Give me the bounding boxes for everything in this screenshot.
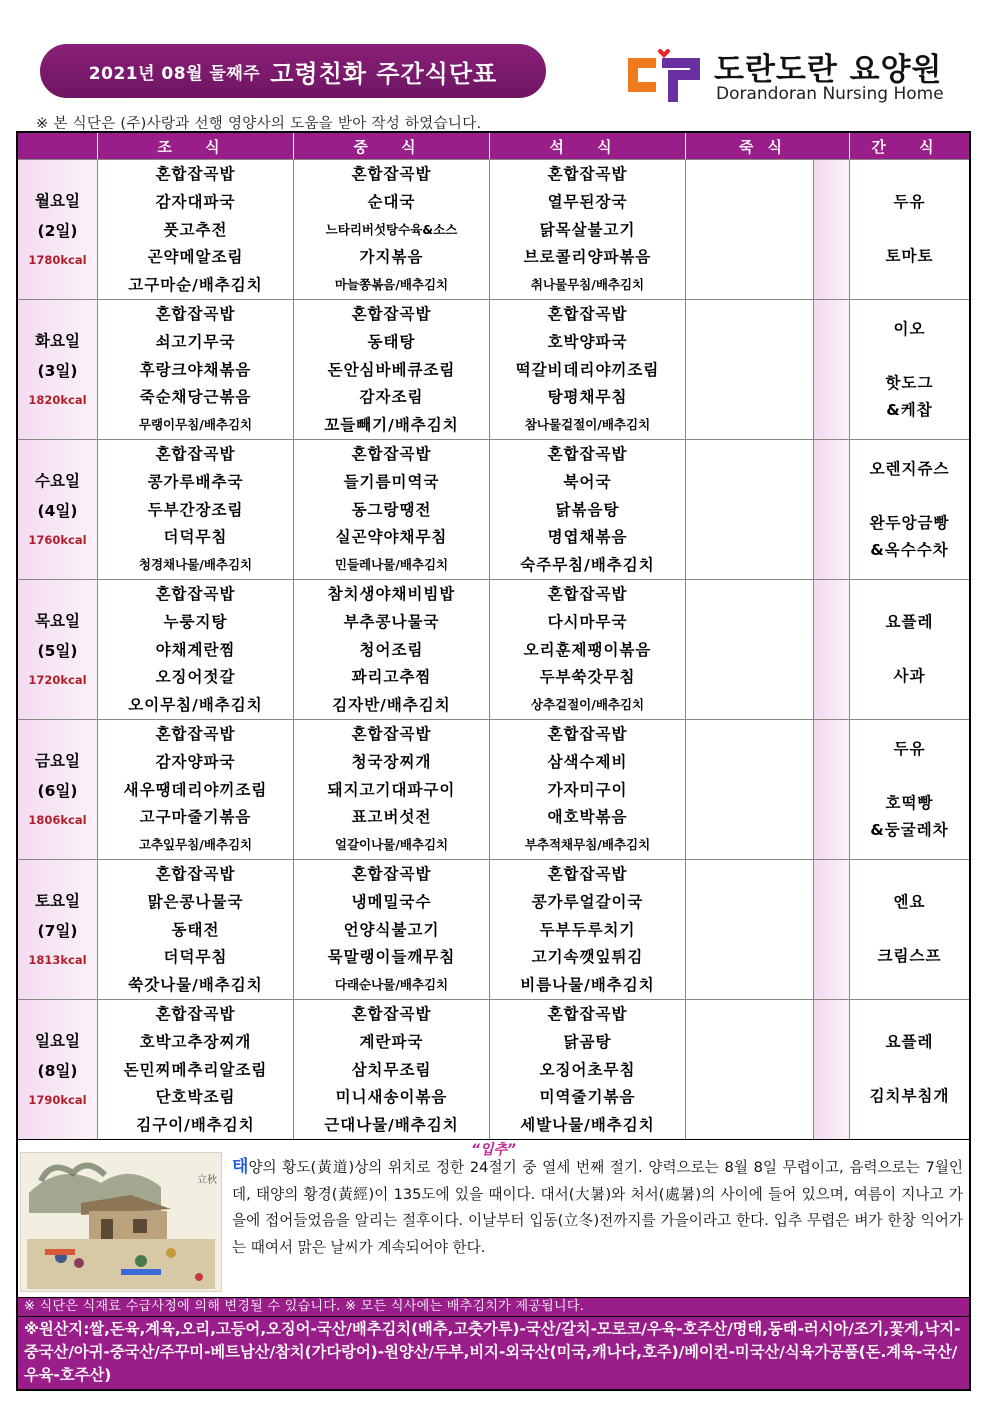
title-main: 고령친화 주간식단표 xyxy=(270,59,498,88)
logo-english-name: Dorandoran Nursing Home xyxy=(716,84,944,104)
day-kcal: 1780kcal xyxy=(28,252,87,267)
spacer-cell xyxy=(814,440,850,579)
day-date: (3일) xyxy=(37,361,78,380)
spacer-cell xyxy=(814,300,850,439)
article-first-char: 태 xyxy=(232,1157,249,1177)
menu-item: 떡갈비데리야끼조림 xyxy=(515,360,660,379)
menu-item: 혼합잡곡밥 xyxy=(155,865,236,883)
spacer-cell xyxy=(814,720,850,859)
snack-text: 요플레 사과 xyxy=(885,613,934,685)
snack-cell xyxy=(850,160,969,299)
menu-item: 호박고추장찌개 xyxy=(139,1032,252,1051)
menu-item: 쑥갓나물/배추김치 xyxy=(128,976,263,995)
menu-item: 오징어초무침 xyxy=(539,1060,636,1079)
day-cell xyxy=(18,860,98,999)
snack-cell xyxy=(850,1000,969,1139)
menu-item: 새우땡데리야끼조림 xyxy=(123,780,268,799)
menu-item: 고기속깻잎튀김 xyxy=(531,948,644,967)
breakfast-cell xyxy=(98,300,294,439)
header-breakfast: 조 식 xyxy=(98,133,294,159)
porridge-cell xyxy=(686,1000,814,1139)
menu-item: 고구마줄기볶음 xyxy=(139,808,252,827)
porridge-cell xyxy=(686,300,814,439)
menu-item: 계란파국 xyxy=(359,1032,424,1051)
day-name: 일요일 xyxy=(35,1031,80,1050)
dinner-cell xyxy=(490,300,686,439)
day-kcal: 1813kcal xyxy=(28,952,87,967)
menu-item: 후랑크야채볶음 xyxy=(139,360,252,379)
day-row xyxy=(18,859,969,999)
menu-item: 혼합잡곡밥 xyxy=(155,305,236,323)
porridge-cell xyxy=(686,860,814,999)
menu-item: 두부두루치기 xyxy=(539,920,636,939)
menu-item: 감자양파국 xyxy=(155,752,236,771)
menu-item: 탕평채무침 xyxy=(547,388,628,407)
day-date: (6일) xyxy=(37,781,78,800)
menu-item: 동태탕 xyxy=(367,332,416,351)
article-title: “입추” xyxy=(470,1142,517,1158)
snack-text: 이오 핫도그 &케찹 xyxy=(885,319,934,419)
day-date: (2일) xyxy=(37,221,78,240)
menu-item: 혼합잡곡밥 xyxy=(547,1005,628,1023)
menu-item: 청어조림 xyxy=(359,640,424,659)
origin-info: ※원산지:쌀,돈육,계육,오리,고등어,오징어-국산/배추김치(배추,고춧가루)-국산/갈치-모로코/우육-호주산/명태,동태-러시아/조기,꽃게,낙지-중국산/아귀-중국산/주꾸미-베트남산/참치(가다랑어)-원양산/두부,비지-외국산(미국,캐나다,호주)/베이컨-미국산/식육가공품(돈.계육-국산/우육-호주산) xyxy=(18,1316,969,1389)
menu-item: 숙주무침/배추김치 xyxy=(520,556,655,575)
menu-item: 미니새송이볶음 xyxy=(335,1088,448,1107)
porridge-cell xyxy=(686,440,814,579)
day-cell xyxy=(18,160,98,299)
menu-item: 동태전 xyxy=(171,920,220,939)
porridge-cell xyxy=(686,580,814,719)
day-cell xyxy=(18,720,98,859)
day-cell xyxy=(18,300,98,439)
menu-item: 명엽채볶음 xyxy=(547,528,628,547)
menu-item: 다래순나물/배추김치 xyxy=(334,977,449,993)
menu-item: 혼합잡곡밥 xyxy=(547,305,628,323)
menu-item: 혼합잡곡밥 xyxy=(155,1005,236,1023)
menu-item: 묵말랭이들깨무침 xyxy=(327,948,456,967)
snack-cell xyxy=(850,300,969,439)
header-lunch: 중 식 xyxy=(294,133,490,159)
menu-table xyxy=(16,131,971,1391)
menu-item: 오징어젓갈 xyxy=(155,668,236,687)
menu-item: 청국장찌개 xyxy=(351,752,432,771)
menu-item: 돈안심바베큐조림 xyxy=(327,360,456,379)
article-body xyxy=(232,1154,963,1261)
logo-mark-icon xyxy=(622,46,708,106)
day-kcal: 1820kcal xyxy=(28,392,87,407)
logo xyxy=(622,46,962,108)
day-cell xyxy=(18,1000,98,1139)
menu-item: 미역줄기볶음 xyxy=(539,1088,636,1107)
menu-item: 돈민찌메추리알조림 xyxy=(123,1060,268,1079)
menu-item: 민들레나물/배추김치 xyxy=(334,557,449,573)
menu-item: 냉메밀국수 xyxy=(351,892,432,911)
lunch-cell xyxy=(294,720,490,859)
day-name: 목요일 xyxy=(35,611,80,630)
page-title xyxy=(40,44,546,98)
menu-item: 누룽지탕 xyxy=(163,612,228,631)
menu-item: 마늘쫑볶음/배추김치 xyxy=(334,277,449,293)
spacer-cell xyxy=(814,1000,850,1139)
menu-item: 동그랑땡전 xyxy=(351,500,432,519)
menu-item: 얼갈이나물/배추김치 xyxy=(334,837,449,853)
menu-item: 부추콩나물국 xyxy=(343,612,440,631)
menu-item: 부추적채무침/배추김치 xyxy=(524,837,651,853)
menu-item: 김자반/배추김치 xyxy=(332,696,451,715)
menu-item: 느타리버섯탕수육&소스 xyxy=(325,221,458,237)
day-row xyxy=(18,719,969,859)
menu-item: 야채계란찜 xyxy=(155,640,236,659)
table-header xyxy=(18,133,969,159)
spacer-cell xyxy=(814,580,850,719)
dinner-cell xyxy=(490,440,686,579)
snack-text: 오렌지쥬스 완두앙금빵 &옥수수차 xyxy=(869,459,950,559)
menu-item: 더덕무침 xyxy=(163,528,228,547)
menu-item: 혼합잡곡밥 xyxy=(547,865,628,883)
day-row xyxy=(18,999,969,1139)
dinner-cell xyxy=(490,580,686,719)
breakfast-cell xyxy=(98,720,294,859)
menu-item: 호박양파국 xyxy=(547,332,628,351)
header-porridge: 죽식 xyxy=(686,133,850,159)
day-kcal: 1720kcal xyxy=(28,672,87,687)
menu-item: 참치생야채비빔밥 xyxy=(327,585,456,603)
menu-item: 혼합잡곡밥 xyxy=(155,725,236,743)
menu-item: 혼합잡곡밥 xyxy=(155,445,236,463)
spacer-cell xyxy=(814,860,850,999)
snack-text: 두유 토마토 xyxy=(885,193,934,265)
snack-cell xyxy=(850,860,969,999)
menu-item: 콩가루배추국 xyxy=(147,472,244,491)
menu-item: 닭곰탕 xyxy=(563,1032,612,1051)
snack-text: 엔요 크림스프 xyxy=(877,893,942,965)
menu-item: 김구이/배추김치 xyxy=(136,1116,255,1135)
lunch-cell xyxy=(294,300,490,439)
svg-text:立秋: 立秋 xyxy=(197,1175,217,1186)
header-day xyxy=(18,133,98,159)
menu-item: 혼합잡곡밥 xyxy=(155,585,236,603)
day-date: (4일) xyxy=(37,501,78,520)
menu-item: 오리훈제팽이볶음 xyxy=(523,640,652,659)
menu-item: 고추잎무침/배추김치 xyxy=(138,837,253,853)
day-row xyxy=(18,299,969,439)
menu-item: 취나물무침/배추김치 xyxy=(530,277,645,293)
menu-item: 가지볶음 xyxy=(359,248,424,267)
breakfast-cell xyxy=(98,580,294,719)
menu-item: 닭볶음탕 xyxy=(555,500,620,519)
menu-item: 순대국 xyxy=(367,192,416,211)
day-name: 금요일 xyxy=(35,751,80,770)
menu-item: 혼합잡곡밥 xyxy=(351,865,432,883)
day-row xyxy=(18,439,969,579)
menu-item: 두부간장조림 xyxy=(147,500,244,519)
logo-name: 도란도란 요양원 xyxy=(714,52,943,88)
lunch-cell xyxy=(294,1000,490,1139)
menu-item: 애호박볶음 xyxy=(547,808,628,827)
dinner-cell xyxy=(490,860,686,999)
menu-item: 꽈리고추찜 xyxy=(351,668,432,687)
menu-item: 단호박조림 xyxy=(155,1088,236,1107)
menu-item: 세발나물/배추김치 xyxy=(520,1116,655,1135)
lunch-cell xyxy=(294,440,490,579)
dinner-cell xyxy=(490,720,686,859)
menu-item: 열무된장국 xyxy=(547,192,628,211)
lunch-cell xyxy=(294,160,490,299)
article-ipchu xyxy=(18,1139,969,1297)
lunch-cell xyxy=(294,860,490,999)
header-snack: 간 식 xyxy=(871,137,948,156)
day-name: 화요일 xyxy=(35,331,80,350)
menu-item: 언양식불고기 xyxy=(343,920,440,939)
porridge-cell xyxy=(686,160,814,299)
article-text: 양의 황도(黃道)상의 위치로 정한 24절기 중 열세 번째 절기. 양력으로는 8월 8일 무렵이고, 음력으로는 7월인데, 태양의 황경(黃經)이 135도에 있을 때이다. 대서(大暑)와 처서(處暑)의 사이에 들어 있으며, 여름이 지나고 가을에 접어들었음을 알리는 절후이다. 이날부터 입동(立冬)전까지를 가을이라고 한다. 입추 무렵은 벼가 한창 익어가는 때여서 맑은 날씨가 계속되어야 한다. xyxy=(232,1159,963,1256)
breakfast-cell xyxy=(98,440,294,579)
menu-item: 삼치무조림 xyxy=(351,1060,432,1079)
menu-item: 혼합잡곡밥 xyxy=(547,165,628,183)
menu-item: 브로콜리양파볶음 xyxy=(523,248,652,267)
menu-item: 참나물겉절이/배추김치 xyxy=(524,417,651,433)
snack-text: 두유 호떡빵 &둥굴레차 xyxy=(870,739,949,839)
day-date: (5일) xyxy=(37,641,78,660)
menu-item: 콩가루얼갈이국 xyxy=(531,892,644,911)
menu-item: 혼합잡곡밥 xyxy=(155,165,236,183)
breakfast-cell xyxy=(98,860,294,999)
menu-item: 혼합잡곡밥 xyxy=(351,1005,432,1023)
menu-item: 비름나물/배추김치 xyxy=(520,976,655,995)
menu-item: 풋고추전 xyxy=(163,220,228,239)
breakfast-cell xyxy=(98,1000,294,1139)
menu-item: 죽순채당근볶음 xyxy=(139,388,252,407)
menu-item: 혼합잡곡밥 xyxy=(351,725,432,743)
menu-item: 들기름미역국 xyxy=(343,472,440,491)
porridge-cell xyxy=(686,720,814,859)
snack-cell xyxy=(850,440,969,579)
menu-item: 혼합잡곡밥 xyxy=(351,165,432,183)
menu-item: 혼합잡곡밥 xyxy=(547,445,628,463)
source-note: ※ 본 식단은 (주)사랑과 선행 영양사의 도움을 받아 작성 하였습니다. xyxy=(36,116,482,132)
header-dinner: 석 식 xyxy=(490,133,686,159)
dinner-cell xyxy=(490,1000,686,1139)
menu-item: 오이무침/배추김치 xyxy=(128,696,263,715)
menu-item: 돼지고기대파구이 xyxy=(327,780,456,799)
snack-cell xyxy=(850,580,969,719)
menu-item: 맑은콩나물국 xyxy=(147,892,244,911)
menu-item: 혼합잡곡밥 xyxy=(547,585,628,603)
menu-item: 혼합잡곡밥 xyxy=(351,445,432,463)
breakfast-cell xyxy=(98,160,294,299)
menu-item: 곤약메알조림 xyxy=(147,248,244,267)
menu-item: 다시마무국 xyxy=(547,612,628,631)
menu-item: 꼬들빼기/배추김치 xyxy=(324,416,459,435)
day-name: 토요일 xyxy=(35,891,80,910)
day-row xyxy=(18,579,969,719)
footer-note: ※ 식단은 식재료 수급사정에 의해 변경될 수 있습니다. ※ 모든 식사에는 배추김치가 제공됩니다. xyxy=(18,1297,969,1316)
spacer-cell xyxy=(814,160,850,299)
menu-item: 북어국 xyxy=(563,472,612,491)
menu-item: 무랭이무침/배추김치 xyxy=(138,417,253,433)
menu-item: 상추겉절이/배추김치 xyxy=(530,697,645,713)
menu-item: 근대나물/배추김치 xyxy=(324,1116,459,1135)
snack-text: 요플레 김치부침개 xyxy=(869,1033,950,1105)
menu-item: 감자대파국 xyxy=(155,192,236,211)
snack-cell xyxy=(850,720,969,859)
menu-item: 더덕무침 xyxy=(163,948,228,967)
menu-item: 두부쑥갓무침 xyxy=(539,668,636,687)
menu-item: 청경채나물/배추김치 xyxy=(138,557,253,573)
menu-rows xyxy=(18,159,969,1139)
day-cell xyxy=(18,580,98,719)
painting-image xyxy=(20,1152,222,1292)
menu-item: 표고버섯전 xyxy=(351,808,432,827)
menu-item: 고구마순/배추김치 xyxy=(128,276,263,295)
day-row xyxy=(18,159,969,299)
menu-item: 감자조림 xyxy=(359,388,424,407)
day-cell xyxy=(18,440,98,579)
menu-item: 가자미구이 xyxy=(547,780,628,799)
menu-item: 혼합잡곡밥 xyxy=(351,305,432,323)
menu-item: 혼합잡곡밥 xyxy=(547,725,628,743)
menu-item: 삼색수제비 xyxy=(547,752,628,771)
menu-item: 실곤약야채무침 xyxy=(335,528,448,547)
day-name: 수요일 xyxy=(35,471,80,490)
day-name: 월요일 xyxy=(35,191,80,210)
day-date: (7일) xyxy=(37,921,78,940)
day-date: (8일) xyxy=(37,1061,78,1080)
dinner-cell xyxy=(490,160,686,299)
day-kcal: 1760kcal xyxy=(28,532,87,547)
day-kcal: 1790kcal xyxy=(28,1092,87,1107)
lunch-cell xyxy=(294,580,490,719)
day-kcal: 1806kcal xyxy=(28,812,87,827)
menu-item: 쇠고기무국 xyxy=(155,332,236,351)
menu-item: 닭목살불고기 xyxy=(539,220,636,239)
title-week: 2021년 08월 둘째주 xyxy=(88,63,261,84)
